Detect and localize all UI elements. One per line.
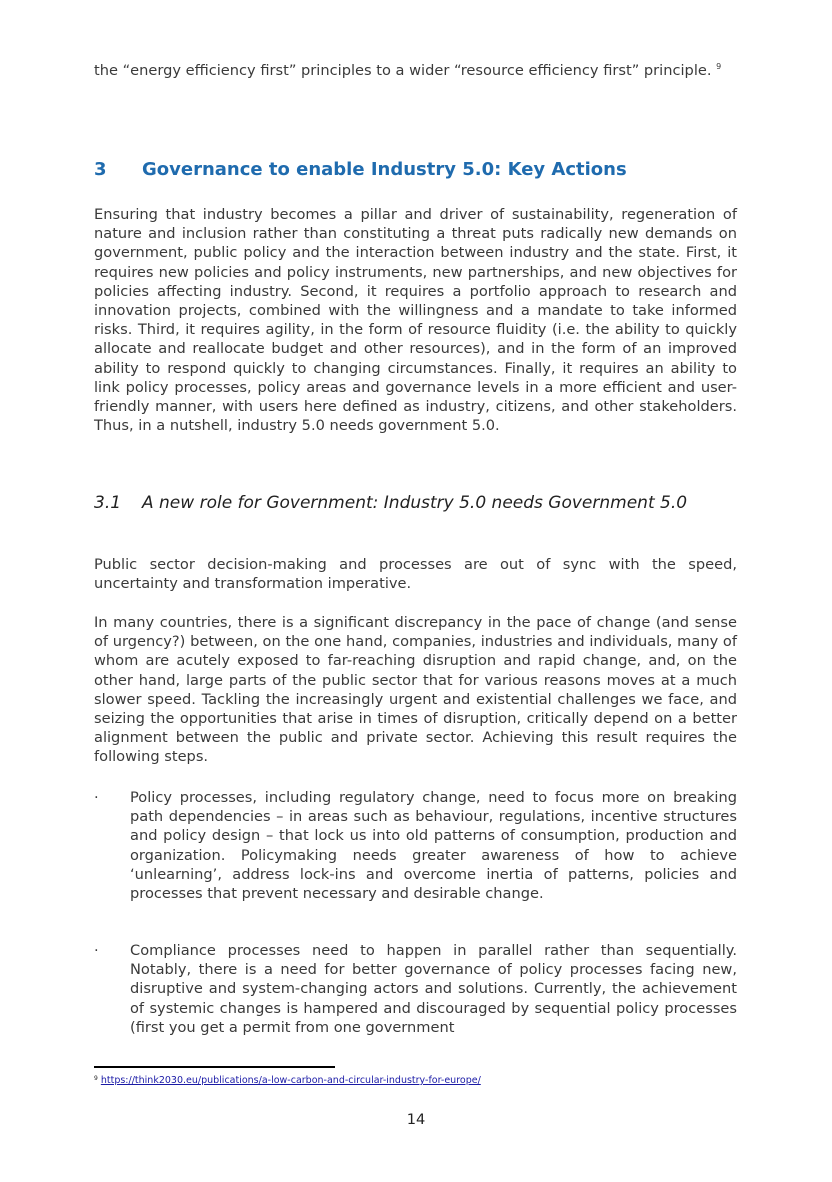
page-number: 14 bbox=[406, 1111, 426, 1128]
intro-text: the “energy efficiency first” principles to a wider “resource efficiency first” principle. bbox=[94, 62, 712, 79]
footnote-link[interactable]: https://think2030.eu/publications/a-low-carbon-and-circular-industry-for-europe/ bbox=[100, 1075, 481, 1086]
footnote-number: 9 bbox=[94, 1075, 98, 1082]
subsection-title: A new role for Government: Industry 5.0 needs Government 5.0 bbox=[142, 493, 688, 513]
section-title: Governance to enable Industry 5.0: Key Actions bbox=[142, 159, 627, 180]
footnote-separator bbox=[94, 1066, 335, 1068]
footnote-ref[interactable]: 9 bbox=[716, 62, 722, 71]
section-paragraph: Ensuring that industry becomes a pillar and driver of sustainability, regeneration of nature and inclusion rather than constituting a threat puts radically new demands on government, public policy and the interaction between industry and the state. First, it requires new policies and policy instruments, new partnerships, and new objectives for policies affecting industry. Second, it requires a portfolio approach to research and innovation projects, combined with the willingness and a mandate to take informed risks. Third, it requires agility, in the form of resource fluidity (i.e. the ability to quickly allocate and reallocate budget and other resources), and in the form of an improved ability to respond quickly to changing circumstances. Finally, it requires an ability to link policy processes, policy areas and governance levels in a more efficient and user-friendly manner, with users here defined as industry, citizens, and other stakeholders. Thus, in a nutshell, industry 5.0 needs government 5.0. bbox=[94, 206, 737, 435]
list-item bbox=[94, 941, 737, 1037]
list-item bbox=[94, 788, 737, 903]
footnote bbox=[94, 1075, 481, 1087]
bullet-marker: · bbox=[94, 789, 99, 806]
subsection-paragraph-1: Public sector decision-making and processes are out of sync with the speed, uncertainty and transformation imperative. bbox=[94, 556, 737, 593]
section-heading bbox=[94, 158, 737, 182]
bullet-marker: · bbox=[94, 942, 99, 959]
list-item-text: Policy processes, including regulatory change, need to focus more on breaking path dependencies – in areas such as behaviour, regulations, incentive structures and policy design – that lock us into old patterns of consumption, production and organization. Policymaking needs greater awareness of how to achieve ‘unlearning’, address lock-ins and overcome inertia of patterns, policies and processes that prevent necessary and desirable change. bbox=[130, 789, 737, 903]
subsection-paragraph-2: In many countries, there is a significant discrepancy in the pace of change (and sense of urgency?) between, on the one hand, companies, industries and individuals, many of whom are acutely exposed to far-reaching disruption and rapid change, and, on the other hand, large parts of the public sector that for various reasons moves at a much slower speed. Tackling the increasingly urgent and existential challenges we face, and seizing the opportunities that arise in times of disruption, critically depend on a better alignment between the public and private sector. Achieving this result requires the following steps. bbox=[94, 614, 737, 766]
subsection-heading bbox=[94, 493, 737, 514]
section-number: 3 bbox=[94, 159, 107, 180]
intro-paragraph bbox=[94, 61, 737, 80]
list-item-text: Compliance processes need to happen in parallel rather than sequentially. Notably, there is a need for better governance of policy processes facing new, disruptive and system-changing actors and solutions. Currently, the achievement of systemic changes is hampered and discouraged by sequential policy processes (first you get a permit from one government bbox=[130, 942, 737, 1036]
subsection-number: 3.1 bbox=[94, 493, 122, 513]
